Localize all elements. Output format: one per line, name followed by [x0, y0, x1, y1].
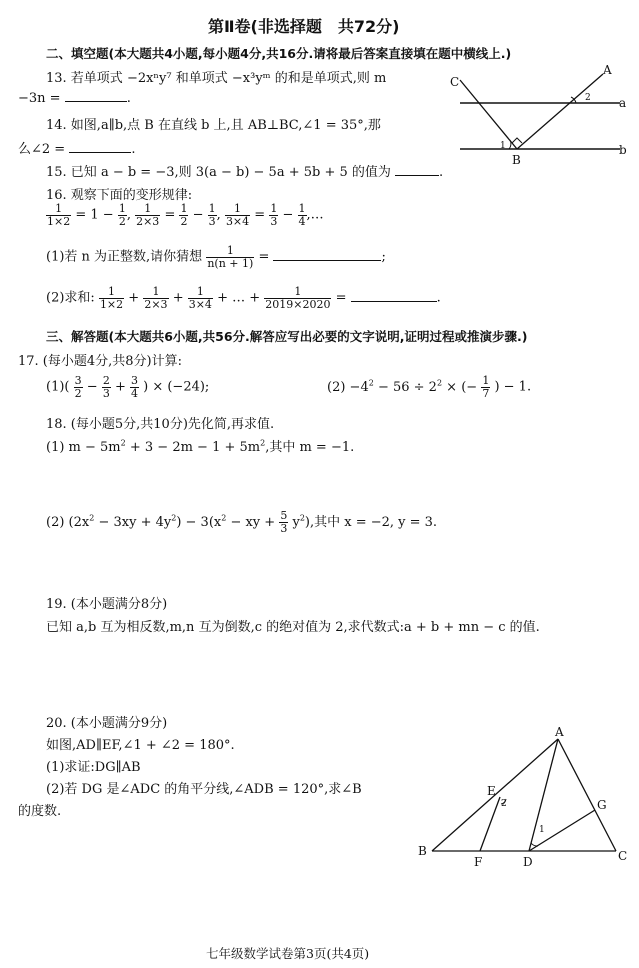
question-16-part-1-blank[interactable] — [273, 260, 381, 261]
question-13-line-1: 13. 若单项式 −2xⁿy⁷ 和单项式 −x³yᵐ 的和是单项式,则 m — [46, 71, 387, 86]
label-C: C — [450, 75, 460, 89]
label-angle-2: 2 — [585, 93, 591, 103]
question-20-line-1: 如图,AD∥EF,∠1 + ∠2 = 180°. — [46, 738, 235, 753]
question-13-answer-blank[interactable] — [65, 101, 127, 102]
label-b: b — [619, 143, 627, 157]
question-20-line-2: (1)求证:DG∥AB — [46, 760, 141, 775]
right-angle-mark — [512, 138, 522, 143]
question-19-head: 19. (本小题满分8分) — [46, 597, 168, 612]
question-16-part-2-blank[interactable] — [351, 301, 437, 302]
question-15-answer-blank[interactable] — [395, 175, 439, 176]
angle-1-arc — [531, 843, 538, 846]
section-3-header: 三、解答题(本大题共6小题,共56分.解答应写出必要的文字说明,证明过程或推演步骤.) — [46, 329, 528, 344]
question-16-part-2: (2)求和: $\frac{1}{1\times 2}$ + $\frac{1}{2\times 3}$ + $\frac{1}{3\times 4}$ + … + $\frac{1}{2019\times 2020}$ = . — [46, 285, 441, 311]
label-B: B — [512, 153, 521, 167]
question-20-line-3: (2)若 DG 是∠ADC 的角平分线,∠ADB = 120°,求∠B — [46, 782, 362, 797]
question-16-part-2-text: (2)求和: — [46, 290, 95, 306]
question-16-part-1-text: (1)若 n 为正整数,请你猜想 — [46, 249, 203, 265]
label-E: E — [487, 784, 496, 798]
label-a: a — [619, 96, 627, 110]
label-B: B — [418, 844, 427, 858]
question-18-head: 18. (每小题5分,共10分)先化简,再求值. — [46, 417, 275, 432]
question-16-part-1: (1)若 n 为正整数,请你猜想 $\frac{1}{n(n + 1)}$ = ; — [46, 244, 386, 270]
question-13-expr: −3n = — [18, 91, 65, 106]
question-13-line-2: −3n = . — [18, 91, 131, 106]
question-16-intro: 16. 观察下面的变形规律: — [46, 188, 193, 203]
figure-parallel-lines — [440, 60, 630, 170]
question-14-line-2: 么∠2 = . — [18, 142, 136, 157]
question-20-head: 20. (本小题满分9分) — [46, 716, 168, 731]
question-14-line-1: 14. 如图,a∥b,点 B 在直线 b 上,且 AB⊥BC,∠1 = 35°,那 — [46, 118, 381, 133]
label-C: C — [618, 849, 628, 863]
label-angle-1: 1 — [500, 141, 506, 151]
label-angle-2: 2 — [501, 799, 507, 809]
section-2-header: 二、填空题(本大题共4小题,每小题4分,共16分.请将最后答案直接填在题中横线上.) — [46, 46, 512, 61]
question-18-part-1: (1) $m - 5m^2 + 3 - 2m - 1 + 5m^2$,其中 m = −1. — [46, 438, 355, 455]
question-17-head: 17. (每小题4分,共8分)计算: — [18, 354, 183, 369]
question-14-answer-blank[interactable] — [69, 152, 131, 153]
label-A: A — [555, 725, 564, 739]
question-16-pattern: $\frac{1}{1\times 2}$ = 1 − $\frac{1}{2}$ , $\frac{1}{2\times 3}$ = $\frac{1}{2}$ − $\frac{1}{3}$ , $\frac{1}{3\times 4}$ = $\frac{1}{3}$ − $\frac{1}{4}$ ,… — [47, 202, 324, 228]
segment-bc — [460, 80, 517, 149]
question-18-part-2: (2) $(2x^2 - 3xy + 4y^2) - 3(x^2$ − xy + $\frac{5}{3}$ $y^2$),其中 x = −2, y = 3. — [46, 509, 438, 535]
question-17-part-2: $(2) -4^2 - 56 \div 2^2$ × (− $\frac{1}{7}$ ) − 1. — [327, 374, 532, 400]
page-footer: 七年级数学试卷第3页(共4页) — [206, 946, 370, 961]
label-A: A — [603, 63, 612, 77]
question-17-part-1: (1)( $\frac{3}{2}$ − $\frac{2}{3}$ + $\frac{3}{4}$ ) × (−24); — [46, 374, 210, 400]
label-D: D — [523, 855, 533, 869]
question-15-text: 15. 已知 a − b = −3,则 3(a − b) − 5a + 5b + 5 的值为 — [46, 165, 391, 180]
page-title: 第Ⅱ卷(非选择题 共72分) — [208, 17, 400, 36]
question-19-body: 已知 a,b 互为相反数,m,n 互为倒数,c 的绝对值为 2,求代数式:a + b + mn − c 的值. — [46, 620, 540, 635]
segment-ac — [558, 739, 616, 851]
question-14-expr: 么∠2 = — [18, 142, 70, 157]
label-G: G — [597, 798, 607, 812]
question-15: 15. 已知 a − b = −3,则 3(a − b) − 5a + 5b + 5 的值为 . — [46, 165, 444, 180]
label-angle-1: 1 — [539, 825, 545, 835]
label-F: F — [474, 855, 483, 869]
question-20-line-4: 的度数. — [18, 804, 62, 819]
segment-ab — [517, 74, 603, 149]
figure-triangle — [412, 722, 632, 872]
